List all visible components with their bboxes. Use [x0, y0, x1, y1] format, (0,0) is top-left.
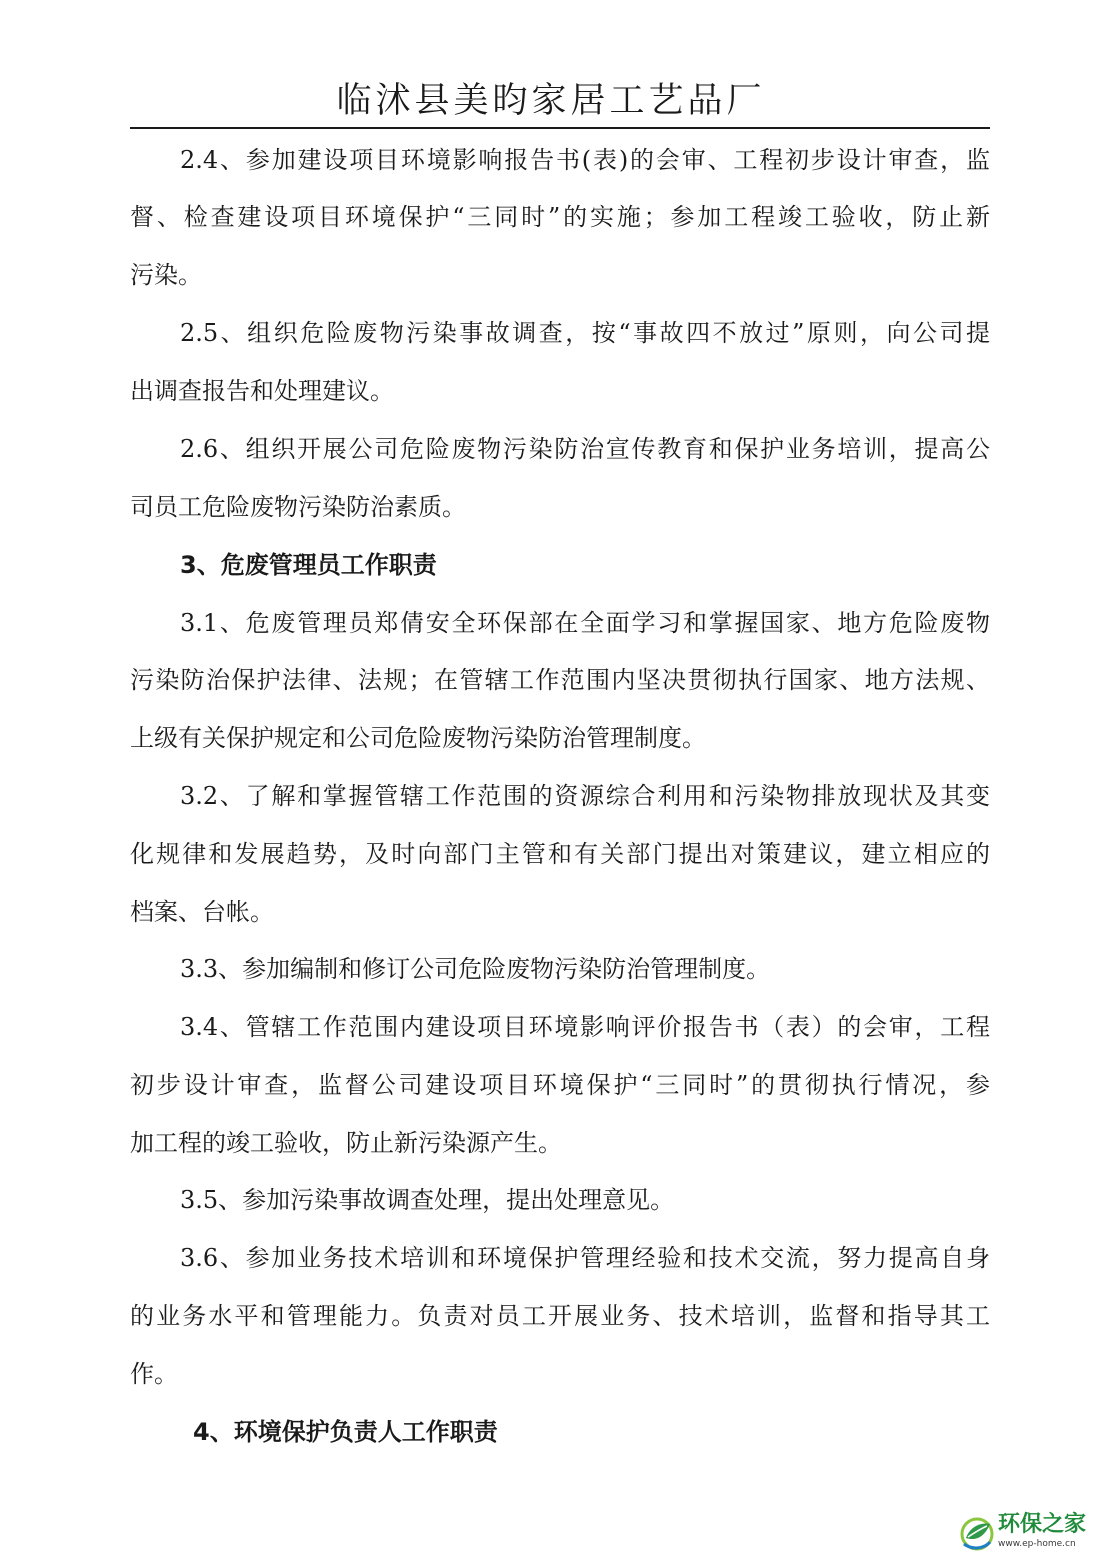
paragraph-3-4-line-2: 初步设计审查，监督公司建设项目环境保护“三同时”的贯彻执行情况，参: [130, 1071, 990, 1099]
page-header-title: 临沭县美昀家居工艺品厂: [336, 81, 766, 121]
paragraph-3-5-line-1: 3.5、参加污染事故调查处理，提出处理意见。: [180, 1186, 675, 1214]
paragraph-3-6-line-3: 作。: [130, 1360, 178, 1388]
paragraph-3-2-line-1: 3.2、了解和掌握管辖工作范围的资源综合利用和污染物排放现状及其变: [180, 782, 990, 810]
section-heading-3: 3、危废管理员工作职责: [180, 551, 437, 579]
paragraph-2-4-line-3: 污染。: [130, 261, 202, 289]
paragraph-2-6-line-2: 司员工危险废物污染防治素质。: [130, 493, 466, 521]
paragraph-3-1-line-2: 污染防治保护法律、法规；在管辖工作范围内坚决贯彻执行国家、地方法规、: [130, 666, 990, 694]
paragraph-3-1-line-3: 上级有关保护规定和公司危险废物污染防治管理制度。: [130, 724, 706, 752]
paragraph-2-5-line-2: 出调查报告和处理建议。: [130, 377, 394, 405]
header-divider: [130, 127, 990, 129]
paragraph-3-6-line-2: 的业务水平和管理能力。负责对员工开展业务、技术培训，监督和指导其工: [130, 1302, 990, 1330]
paragraph-2-5-line-1: 2.5、组织危险废物污染事故调查，按“事故四不放过”原则，向公司提: [180, 319, 990, 347]
section-heading-4: 4、环境保护负责人工作职责: [193, 1418, 498, 1446]
paragraph-3-4-line-1: 3.4、管辖工作范围内建设项目环境影响评价报告书（表）的会审，工程: [180, 1013, 990, 1041]
leaf-logo-icon: [958, 1514, 996, 1552]
paragraph-3-6-line-1: 3.6、参加业务技术培训和环境保护管理经验和技术交流，努力提高自身: [180, 1244, 990, 1272]
paragraph-2-4-line-1: 2.4、参加建设项目环境影响报告书(表)的会审、工程初步设计审查，监: [180, 146, 990, 174]
watermark-logo: [958, 1512, 1102, 1556]
watermark-name: 环保之家: [998, 1512, 1087, 1537]
paragraph-3-4-line-3: 加工程的竣工验收，防止新污染源产生。: [130, 1129, 562, 1157]
paragraph-3-2-line-3: 档案、台帐。: [130, 898, 274, 926]
paragraph-3-1-line-1: 3.1、危废管理员郑倩安全环保部在全面学习和掌握国家、地方危险废物: [180, 609, 990, 637]
watermark-url: www.ep-home.cn: [998, 1539, 1076, 1549]
paragraph-2-6-line-1: 2.6、组织开展公司危险废物污染防治宣传教育和保护业务培训，提高公: [180, 435, 990, 463]
paragraph-3-2-line-2: 化规律和发展趋势，及时向部门主管和有关部门提出对策建议，建立相应的: [130, 840, 990, 868]
paragraph-2-4-line-2: 督、检查建设项目环境保护“三同时”的实施；参加工程竣工验收，防止新: [130, 203, 990, 231]
paragraph-3-3-line-1: 3.3、参加编制和修订公司危险废物污染防治管理制度。: [180, 955, 771, 983]
